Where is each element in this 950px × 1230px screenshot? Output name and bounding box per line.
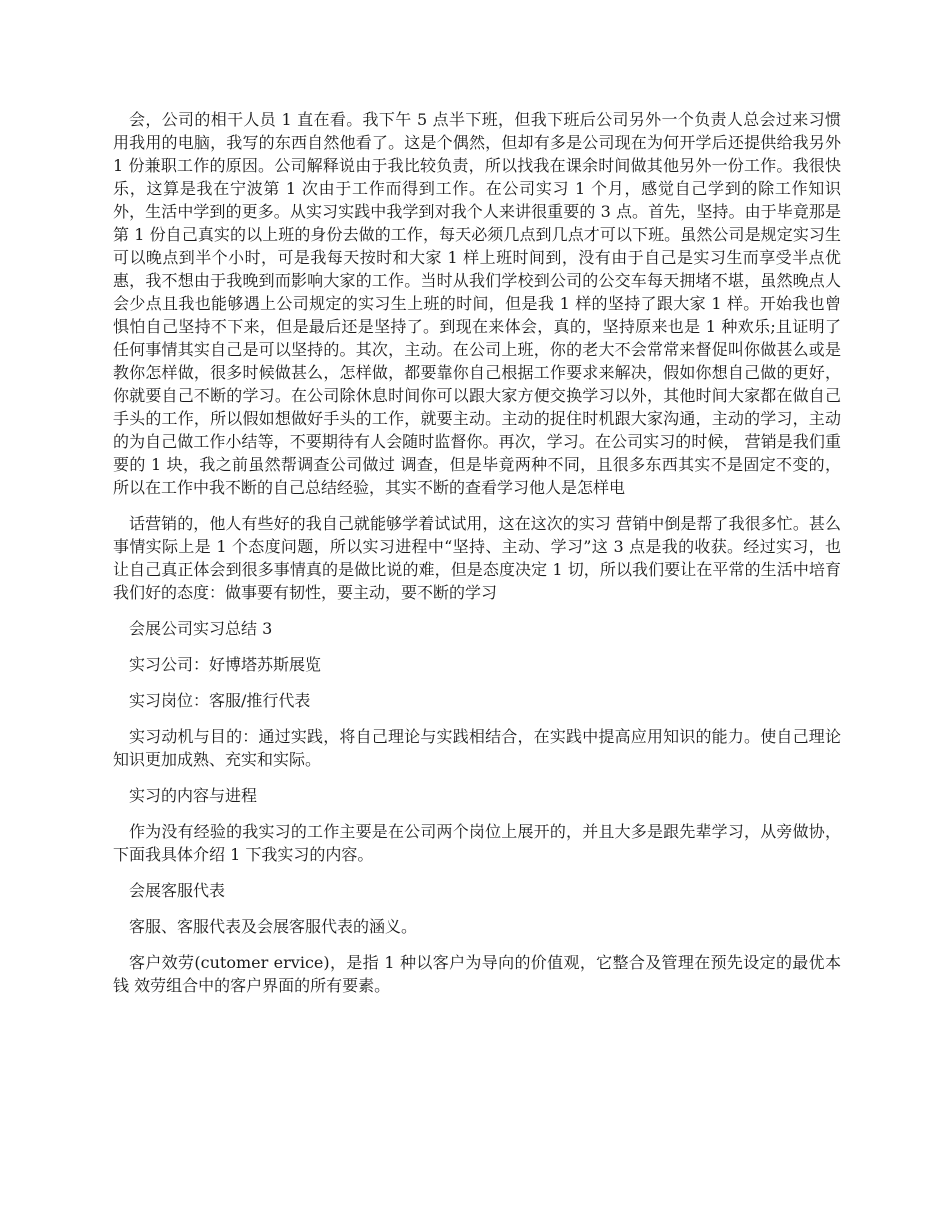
motivation-paragraph: 实习动机与目的：通过实践，将自己理论与实践相结合，在实践中提高应用知识的能力。使自己理论知识更加成熟、充实和实际。 [113, 727, 841, 769]
body-paragraph: 话营销的，他人有些好的我自己就能够学着试试用，这在这次的实习 营销中倒是帮了我很多忙。甚么事情实际上是 1 个态度问题，所以实习进程中“坚持、主动、学习”这 3 点是我的收获。经过实习，也让自己真正体会到很多事情真的是做比说的难，但是态度决定 1 切，所以我们要让在平常的生活中培育我们好的态度：做事要有韧性，要主动，要不断的学习 [113, 514, 841, 602]
position-line: 实习岗位：客服/推行代表 [129, 691, 311, 710]
document-page [113, 108, 841, 1010]
body-paragraph: 客户效劳(cutomer ervice)，是指 1 种以客户为导向的价值观，它整合及管理在预先设定的最优本钱 效劳组合中的客户界面的所有要素。 [113, 953, 841, 995]
body-paragraph: 会，公司的相干人员 1 直在看。我下午 5 点半下班，但我下班后公司另外一个负责人总会过来习惯用我用的电脑，我写的东西自然他看了。这是个偶然，但却有多是公司现在为何开学后还提供给我另外 1 份兼职工作的原因。公司解释说由于我比较负责，所以找我在课余时间做其他另外一份工作。我很快乐，这算是我在宁波第 1 次由于工作而得到工作。在公司实习 1 个月，感觉自己学到的除工作知识外，生活中学到的更多。从实习实践中我学到对我个人来讲很重要的 3 点。首先，坚持。由于毕竟那是第 1 份自己真实的以上班的身份去做的工作，每天必须几点到几点才可以下班。虽然公司是规定实习生可以晚点到半个小时，可是我每天按时和大家 1 样上班时间到，没有由于自己是实习生而享受半点优惠，我不想由于我晚到而影响大家的工作。当时从我们学校到公司的公交车每天拥堵不堪，虽然晚点人会少点且我也能够遇上公司规定的实习生上班的时间，但是我 1 样的坚持了跟大家 1 样。开始我也曾惧怕自己坚持不下来，但是最后还是坚持了。到现在来体会，真的，坚持原来也是 1 种欢乐;且证明了任何事情其实自己是可以坚持的。其次，主动。在公司上班，你的老大不会常常来督促叫你做甚么或是教你怎样做，很多时候做甚么，怎样做，都要靠你自己根据工作要求来解决，假如你想自己做的更好，你就要自己不断的学习。在公司除休息时间你可以跟大家方便交换学习以外，其他时间大家都在做自己手头的工作，所以假如想做好手头的工作，就要主动。主动的捉住时机跟大家沟通，主动的学习，主动的为自己做工作小结等，不要期待有人会随时监督你。再次，学习。在公司实习的时候， 营销是我们重要的 1 块，我之前虽然帮调查公司做过 调查，但是毕竟两种不同，且很多东西其实不是固定不变的，所以在工作中我不断的自己总结经验，其实不断的查看学习他人是怎样电 [113, 110, 841, 497]
subsection-heading: 会展客服代表 [129, 881, 226, 900]
section-title: 会展公司实习总结 3 [129, 619, 273, 638]
body-paragraph: 客服、客服代表及会展客服代表的涵义。 [129, 917, 418, 936]
company-line: 实习公司：好博塔苏斯展览 [129, 655, 322, 674]
subsection-heading: 实习的内容与进程 [129, 786, 258, 805]
body-paragraph: 作为没有经验的我实习的工作主要是在公司两个岗位上展开的，并且大多是跟先辈学习，从旁做协，下面我具体介绍 1 下我实习的内容。 [113, 822, 841, 864]
